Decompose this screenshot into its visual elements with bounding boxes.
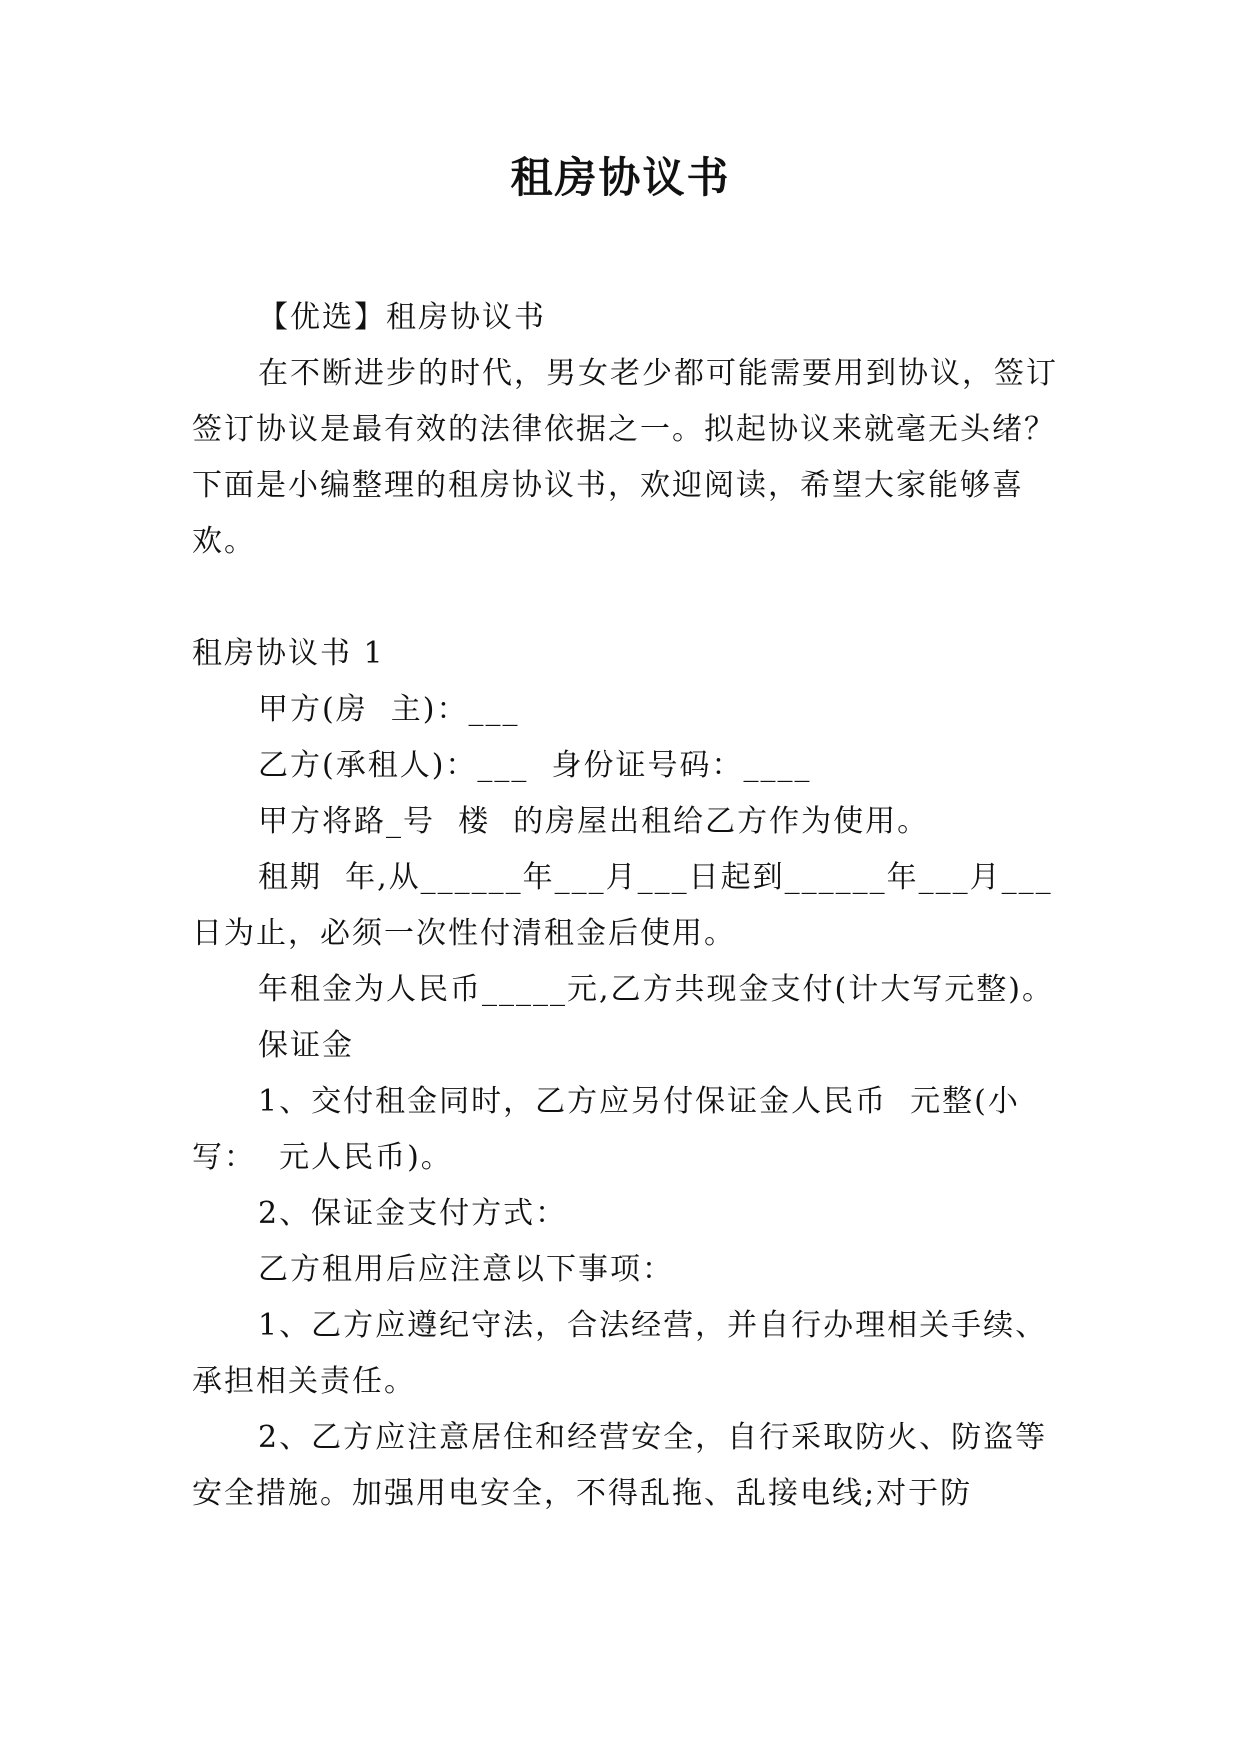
notice-heading: 乙方租用后应注意以下事项： xyxy=(258,1252,674,1287)
notice-item-2: 2、乙方应注意居住和经营安全，自行采取防火、防盗等安全措施。加强用电安全，不得乱拖、乱接电线;对于防 xyxy=(192,1420,1048,1511)
paragraph-gap xyxy=(192,570,1072,626)
intro-heading: 【优选】租房协议书 xyxy=(258,300,546,335)
deposit-heading: 保证金 xyxy=(258,1028,354,1063)
deposit-item-2: 2、保证金支付方式： xyxy=(258,1196,568,1231)
document-body xyxy=(192,290,1072,1522)
document-title: 租房协议书 xyxy=(510,153,731,202)
rent-clause: 年租金为人民币_____元,乙方共现金支付(计大写元整)。 xyxy=(258,972,1054,1007)
deposit-item-1: 1、交付租金同时，乙方应另付保证金人民币 元整(小写： 元人民币)。 xyxy=(192,1084,1020,1175)
section-title: 租房协议书 1 xyxy=(192,636,385,671)
party-a-line: 甲方(房 主)：___ xyxy=(258,692,520,727)
term-clause: 租期 年,从______年___月___日起到______年___月___日为止，必须一次性付清租金后使用。 xyxy=(192,860,1053,951)
notice-item-1: 1、乙方应遵纪守法，合法经营，并自行办理相关手续、承担相关责任。 xyxy=(192,1308,1048,1399)
intro-paragraph: 在不断进步的时代，男女老少都可能需要用到协议，签订签订协议是最有效的法律依据之一。拟起协议来就毫无头绪？下面是小编整理的租房协议书，欢迎阅读，希望大家能够喜欢。 xyxy=(192,356,1058,559)
party-b-line: 乙方(承租人)：___ 身份证号码：____ xyxy=(258,748,812,783)
premises-clause: 甲方将路_号 楼 的房屋出租给乙方作为使用。 xyxy=(258,804,930,839)
